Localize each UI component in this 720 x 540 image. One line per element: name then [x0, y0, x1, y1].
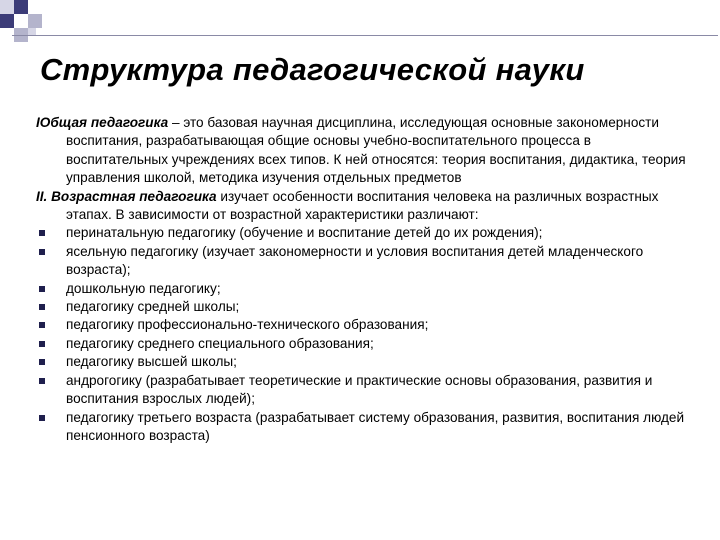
- paragraph-lead: Возрастная педагогика: [51, 188, 217, 204]
- list-item-text: дошкольную педагогику;: [66, 280, 221, 296]
- bullet-list: [36, 224, 696, 445]
- square-bullet-icon: [39, 341, 45, 347]
- list-item-text: ясельную педагогику (изучает закономерности и условия воспитания детей младенческого возраста);: [66, 243, 644, 278]
- list-item: [36, 224, 696, 242]
- paragraph-marker: II.: [36, 188, 52, 204]
- paragraph-age-pedagogy: [36, 188, 696, 225]
- paragraph-text: – это базовая научная дисциплина, исследующая основные закономерности воспитания, разрабатывающая общие основы учебно-воспитательного процесса в воспитательных учреждениях всех типов. К ней относятся: теория воспитания, дидактика, теория управления школой, методика изучения отдельных предметов: [66, 115, 686, 186]
- square-bullet-icon: [39, 359, 45, 365]
- square-bullet-icon: [39, 322, 45, 328]
- square-bullet-icon: [39, 415, 45, 421]
- square-bullet-icon: [39, 378, 45, 384]
- list-item-text: педагогику профессионально-технического образования;: [66, 317, 429, 333]
- list-item-text: педагогику среднего специального образования;: [66, 335, 374, 351]
- list-item-text: педагогику средней школы;: [66, 299, 240, 315]
- list-item: [36, 353, 696, 371]
- paragraph-general-pedagogy: [36, 114, 696, 188]
- list-item: [36, 298, 696, 316]
- list-item-text: педагогику третьего возраста (разрабатывает систему образования, развития, воспитания людей пенсионного возраста): [66, 409, 685, 443]
- page-title: Структура педагогической науки: [40, 52, 585, 87]
- list-item: [36, 280, 696, 298]
- deco-square: [14, 0, 28, 14]
- paragraph-lead: Общая педагогика: [39, 115, 169, 130]
- list-item-text: андрогогику (разрабатывает теоретические и практические основы образования, развития и воспитания взрослых людей);: [66, 372, 653, 407]
- list-item: [36, 409, 696, 446]
- paragraph-text: изучает особенности воспитания человека на различных возрастных этапах. В зависимости от возрастной характеристики различают:: [66, 188, 659, 223]
- paragraph-marker: I: [36, 115, 40, 130]
- square-bullet-icon: [39, 230, 45, 236]
- list-item-text: перинатальную педагогику (обучение и воспитание детей до их рождения);: [66, 225, 543, 241]
- deco-square: [0, 0, 14, 14]
- square-bullet-icon: [39, 304, 45, 310]
- square-bullet-icon: [39, 249, 45, 255]
- list-item: [36, 243, 696, 280]
- square-bullet-icon: [39, 286, 45, 292]
- content-body: [36, 114, 696, 445]
- title-rule: [12, 35, 718, 36]
- list-item-text: педагогику высшей школы;: [66, 354, 237, 370]
- deco-square: [28, 14, 42, 28]
- list-item: [36, 316, 696, 334]
- list-item: [36, 372, 696, 409]
- list-item: [36, 335, 696, 353]
- deco-square: [0, 14, 14, 28]
